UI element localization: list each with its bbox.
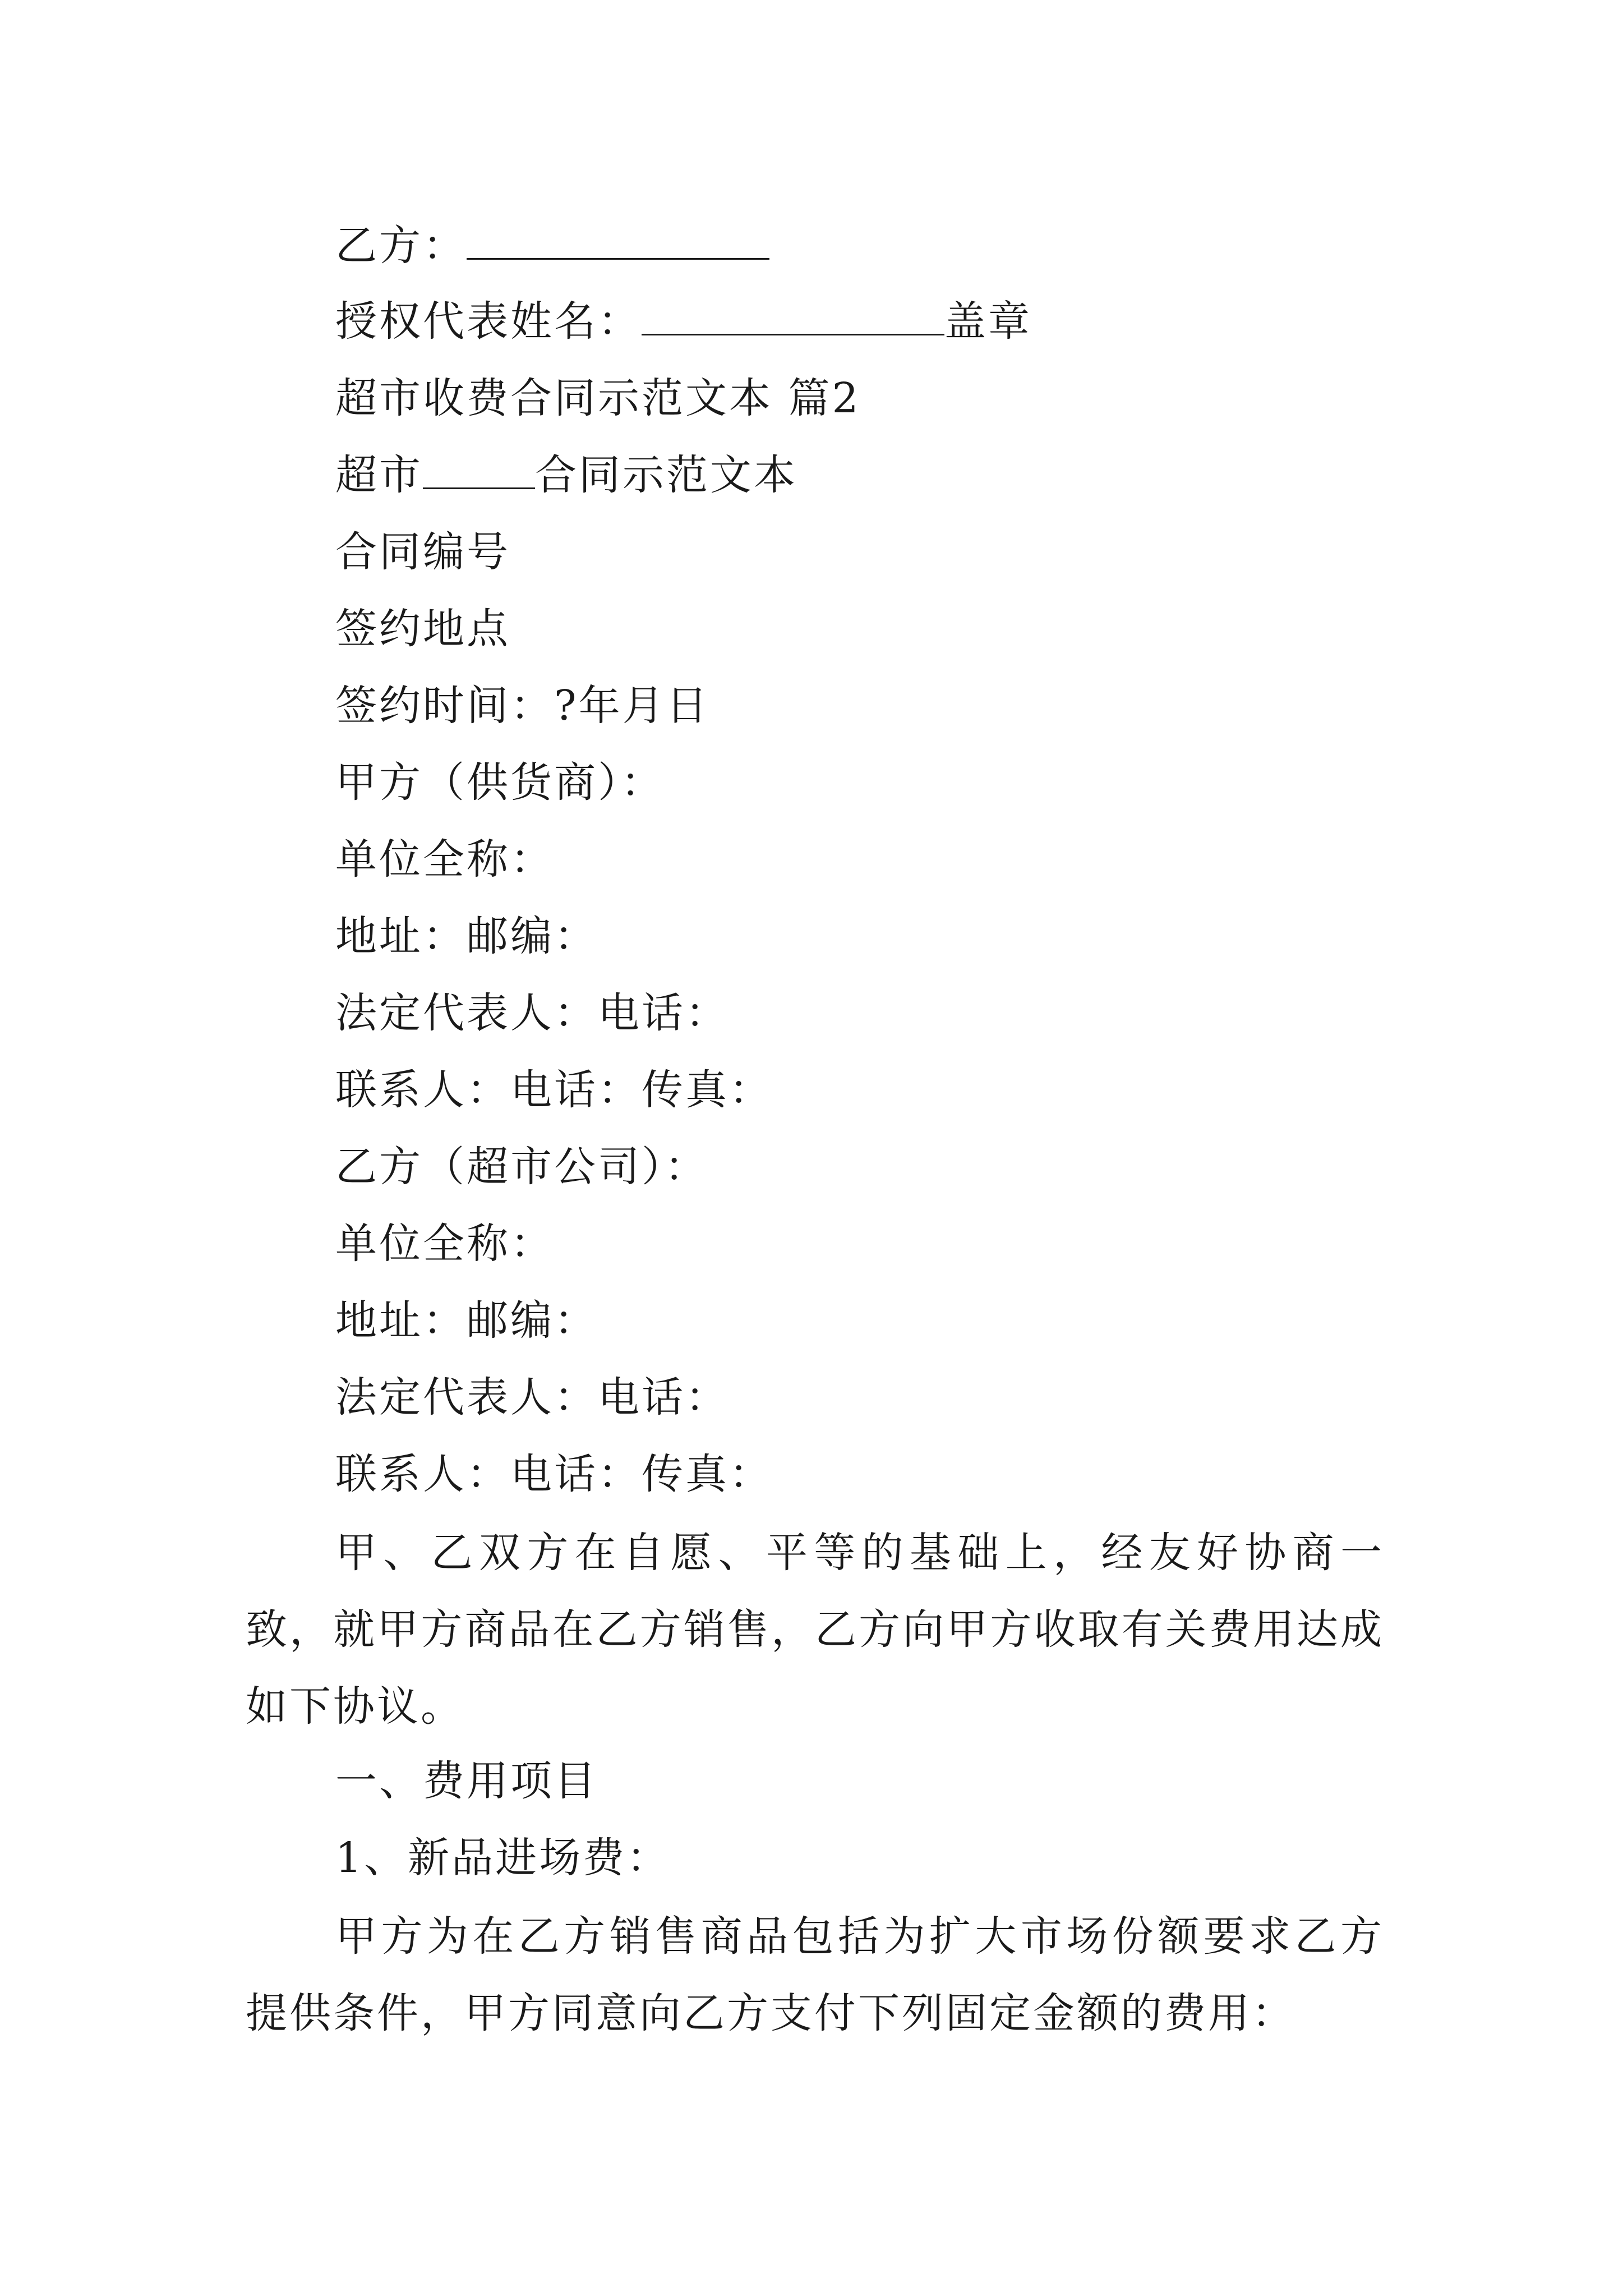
item-one-heading: 1、新品进场费： — [335, 1834, 671, 1882]
party-a-unit-name: 单位全称： — [335, 835, 554, 884]
auth-rep-label: 授权代表姓名： — [335, 297, 642, 346]
sign-place-label: 签约地点 — [335, 605, 510, 653]
contract-title-line — [335, 448, 797, 502]
auth-rep-line — [335, 295, 1032, 348]
contract-title-suffix: 合同示范文本 — [535, 451, 797, 499]
contract-number-label: 合同编号 — [335, 528, 510, 576]
party-a-address: 地址：邮编： — [335, 912, 598, 960]
intro-paragraph: 甲、乙双方在自愿、平等的基础上，经友好协商一致，就甲方商品在乙方销售，乙方向甲方收取有关费用达成如下协议。 — [246, 1529, 1384, 1731]
party-b-signature-line — [335, 219, 769, 273]
section-title: 超市收费合同示范文本 篇2 — [335, 374, 861, 422]
party-a-contact: 联系人：电话：传真： — [335, 1066, 773, 1114]
party-b-heading: 乙方（超市公司）： — [335, 1143, 708, 1191]
section-one-heading: 一、费用项目 — [335, 1757, 598, 1805]
party-a-legal-rep: 法定代表人：电话： — [335, 989, 729, 1037]
contract-title-blank — [423, 454, 535, 489]
party-b-unit-name: 单位全称： — [335, 1220, 554, 1268]
party-b-legal-rep: 法定代表人：电话： — [335, 1373, 729, 1421]
party-b-signature-label: 乙方： — [335, 222, 467, 270]
auth-rep-blank — [642, 300, 944, 335]
party-a-heading: 甲方（供货商）： — [335, 758, 665, 807]
item-one-paragraph: 甲方为在乙方销售商品包括为扩大市场份额要求乙方提供条件，甲方同意向乙方支付下列固定金额的费用： — [246, 1912, 1384, 2037]
seal-label: 盖章 — [944, 297, 1032, 346]
party-b-address: 地址：邮编： — [335, 1296, 598, 1345]
party-b-signature-blank — [467, 224, 769, 260]
contract-title-prefix: 超市 — [335, 451, 423, 499]
party-b-contact: 联系人：电话：传真： — [335, 1450, 773, 1498]
sign-time-label: 签约时间：?年月日 — [335, 682, 710, 730]
